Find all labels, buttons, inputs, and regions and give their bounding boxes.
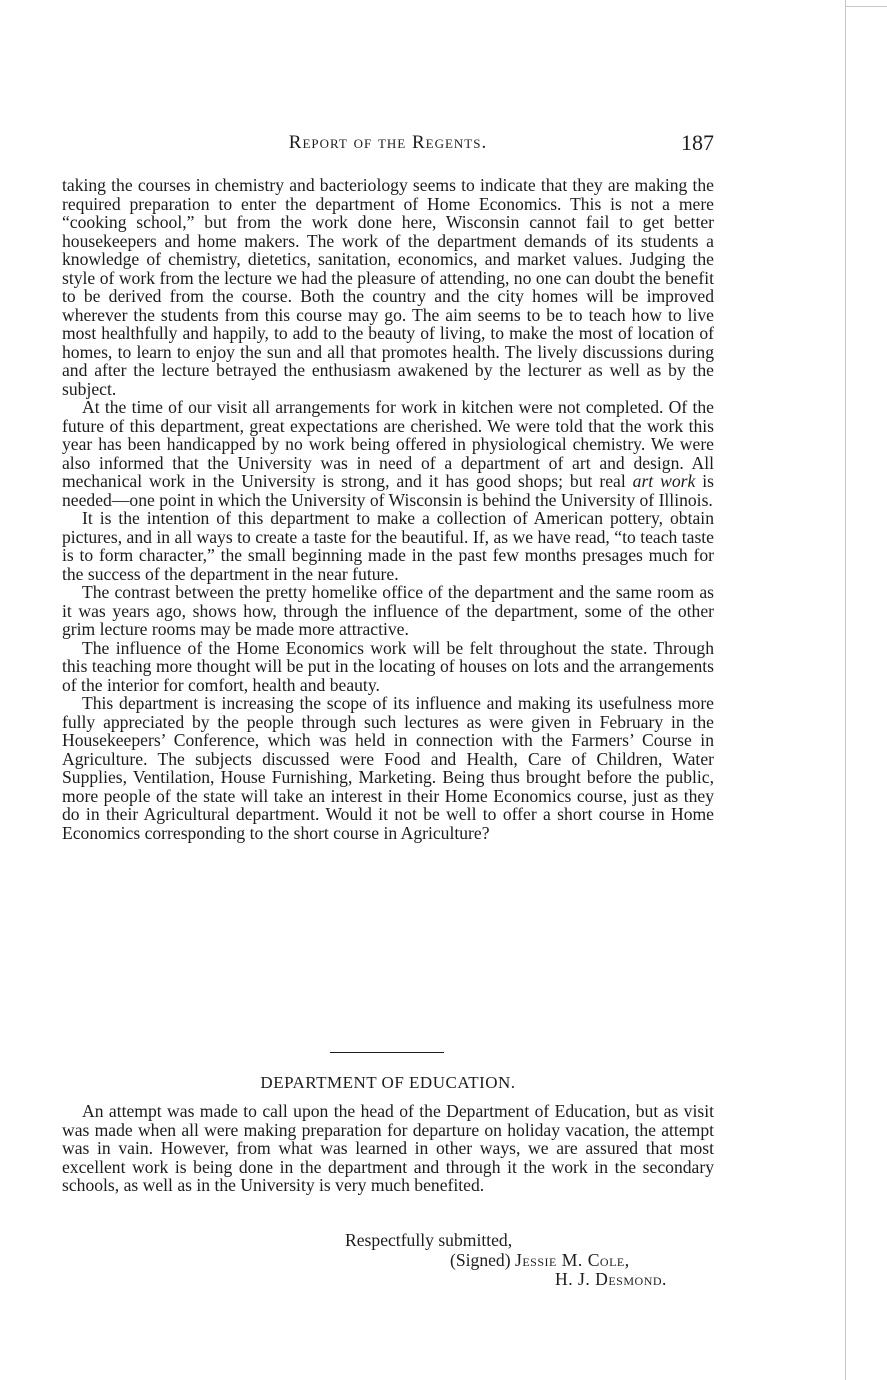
signature-line bbox=[450, 1250, 630, 1270]
art-work-emphasis: art work bbox=[632, 471, 696, 491]
section-divider bbox=[330, 1052, 444, 1053]
signer-cole: Jessie M. Cole, bbox=[515, 1250, 630, 1270]
section-title-education: DEPARTMENT OF EDUCATION. bbox=[260, 1073, 516, 1092]
page-edge-rule bbox=[845, 0, 846, 1380]
report-body bbox=[62, 176, 714, 842]
signed-label: (Signed) bbox=[450, 1250, 511, 1270]
signer-desmond: H. J. Desmond. bbox=[555, 1269, 667, 1289]
closing-salutation: Respectfully submitted, bbox=[345, 1230, 513, 1250]
paragraph-pottery: It is the intention of this department to make a collection of American pottery, obtain pictures, and in all ways to create a taste for the beautiful. If, as we have read, “to teach taste is to form character,” the small beginning made in the past few months presages much for the success of the department in the near future. bbox=[62, 508, 714, 584]
paragraph-influence: The influence of the Home Economics work will be felt throughout the state. Through this teaching more thought will be put in the locating of houses on lots and the arrangements of the interior for comfort, health and beauty. bbox=[62, 637, 714, 695]
paragraph-continued: taking the courses in chemistry and bacteriology seems to indicate that they are making the required preparation to enter the department of Home Economics. This is not a mere “cooking school,” but from the work done here, Wisconsin cannot fail to get better housekeepers and home makers. The work of the department demands of its students a knowledge of chemistry, dietetics, sanitation, economics, and market values. Judging the style of work from the lecture we had the pleasure of attending, no one can doubt the benefit to be derived from the course. Both the country and the city homes will be improved wherever the students from this course may go. The aim seems to be to teach how to live most healthfully and happily, to add to the beauty of living, to make the most of location of homes, to learn to enjoy the sun and all that promotes health. The lively discussions during and after the lecture betrayed the enthusiasm awakened by the lecturer as well as by the subject. bbox=[62, 175, 714, 399]
paragraph-visit bbox=[62, 398, 714, 509]
page-header bbox=[62, 128, 714, 162]
page-number: 187 bbox=[681, 130, 714, 155]
education-body bbox=[62, 1102, 714, 1195]
paragraph-visit-end: is needed—one point in which the University of Wisconsin is behind the University of Illinois. bbox=[62, 471, 715, 510]
paragraph-scope: This department is increasing the scope of its influence and making its usefulness more fully appreciated by the people through such lectures as were given in February in the Housekeepers’ Conference, which was held in connection with the Farmers’ Course in Agriculture. The subjects discussed were Food and Health, Care of Children, Water Supplies, Ventilation, House Furnishing, Marketing. Being thus brought before the public, more people of the state will take an interest in their Home Economics course, just as they do in their Agricultural department. Would it not be well to offer a short course in Home Economics corresponding to the short course in Agriculture? bbox=[62, 693, 714, 843]
running-head: Report of the Regents. bbox=[288, 132, 488, 153]
page-corner-rule bbox=[845, 6, 887, 7]
paragraph-visit-start: At the time of our visit all arrangements for work in kitchen were not completed. Of the future of this department, great expectations are cherished. We were told that the work this year has been handicapped by no work being offered in physiological chemistry. We were also informed that the University was in need of a department of art and design. All mechanical work in the University is strong, and it has good shops; but real bbox=[62, 397, 714, 491]
paragraph-contrast: The contrast between the pretty homelike office of the department and the same room as it was years ago, shows how, through the influence of the department, some of the other grim lecture rooms may be made more attractive. bbox=[62, 582, 714, 639]
paragraph-education: An attempt was made to call upon the head of the Department of Education, but as visit was made when all were making preparation for departure on holiday vacation, the attempt was in vain. However, from what was learned in other ways, we are assured that most excellent work is being done in the department and through it the work in the secondary schools, as well as in the University is very much benefited. bbox=[62, 1101, 714, 1195]
